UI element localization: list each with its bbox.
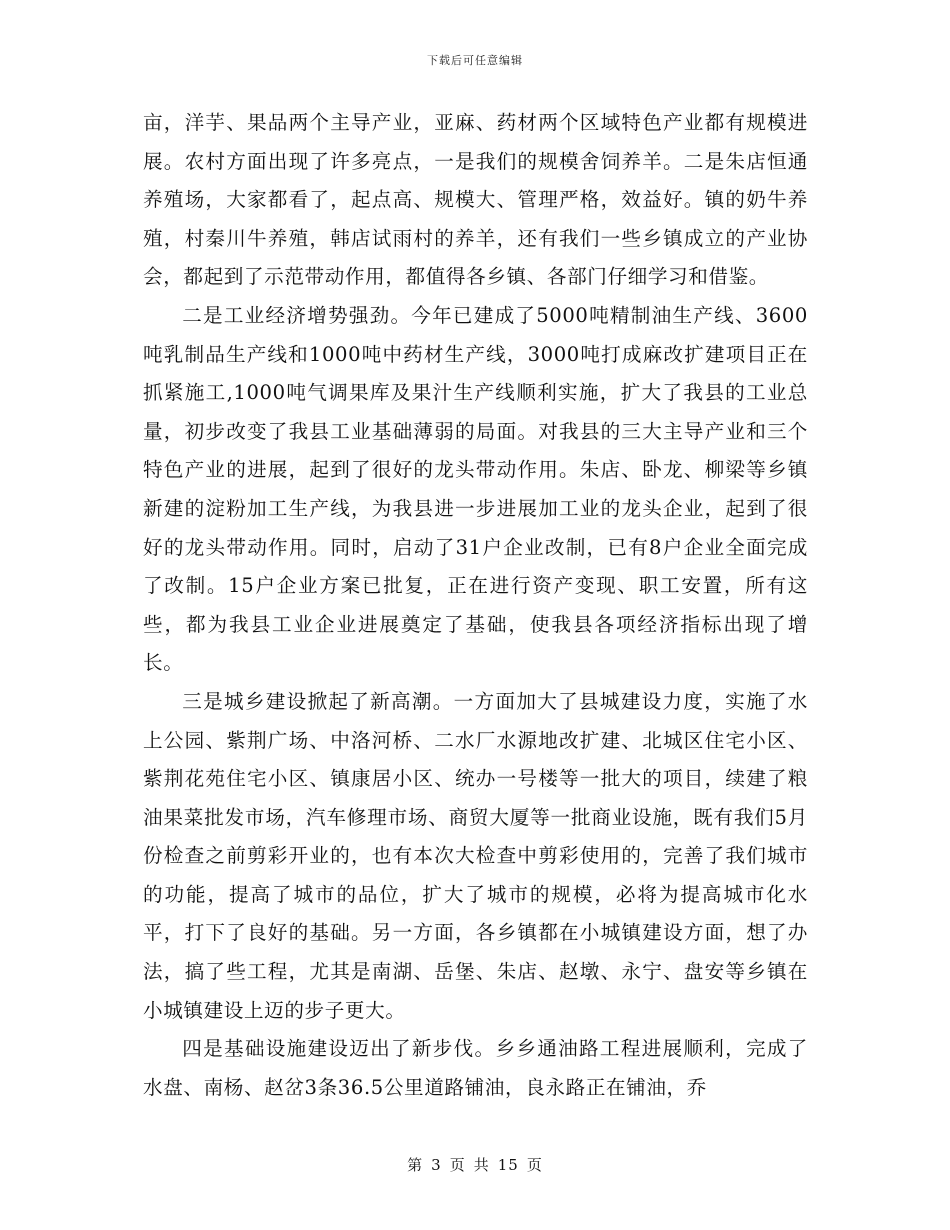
footer-suffix: 页 xyxy=(526,1156,543,1174)
document-body xyxy=(143,104,808,1107)
paragraph-4: 四是基础设施建设迈出了新步伐。乡乡通油路工程进展顺利，完成了水盘、南杨、赵岔3条36.5公里道路铺油，良永路正在铺油，乔 xyxy=(143,1037,808,1099)
paragraph-3: 三是城乡建设掀起了新高潮。一方面加大了县城建设力度，实施了水上公园、紫荆广场、中洛河桥、二水厂水源地改扩建、北城区住宅小区、紫荆花苑住宅小区、镇康居小区、统办一号楼等一批大的项目，续建了粮油果菜批发市场，汽车修理市场、商贸大厦等一批商业设施，既有我们5月份检查之前剪彩开业的，也有本次大检查中剪彩使用的，完善了我们城市的功能，提高了城市的品位，扩大了城市的规模，必将为提高城市化水平，打下了良好的基础。另一方面，各乡镇都在小城镇建设方面，想了办法，搞了些工程，尤其是南湖、岳堡、朱店、赵墩、永宁、盘安等乡镇在小城镇建设上迈的步子更大。 xyxy=(143,689,808,1022)
paragraph-1: 亩，洋芋、果品两个主导产业，亚麻、药材两个区域特色产业都有规模进展。农村方面出现了许多亮点，一是我们的规模舍饲养羊。二是朱店恒通养殖场，大家都看了，起点高、规模大、管理严格，效益好。镇的奶牛养殖，村秦川牛养殖，韩店试雨村的养羊，还有我们一些乡镇成立的产业协会，都起到了示范带动作用，都值得各乡镇、各部门仔细学习和借鉴。 xyxy=(143,111,808,289)
footer-total-label: 共 xyxy=(473,1156,490,1174)
paragraph-2: 二是工业经济增势强劲。今年已建成了5000吨精制油生产线、3600吨乳制品生产线和1000吨中药材生产线，3000吨打成麻改扩建项目正在抓紧施工,1000吨气调果库及果汁生产线顺利实施，扩大了我县的工业总量，初步改变了我县工业基础薄弱的局面。对我县的三大主导产业和三个特色产业的进展，起到了很好的龙头带动作用。朱店、卧龙、柳梁等乡镇新建的淀粉加工生产线，为我县进一步进展加工业的龙头企业，起到了很好的龙头带动作用。同时，启动了31户企业改制，已有8户企业全面完成了改制。15户企业方案已批复，正在进行资产变现、职工安置，所有这些，都为我县工业企业进展奠定了基础，使我县各项经济指标出现了增长。 xyxy=(143,303,808,675)
footer-page-label: 页 xyxy=(449,1156,466,1174)
footer-page-number: 3 xyxy=(431,1156,442,1174)
page-footer xyxy=(0,1154,950,1175)
footer-total-pages: 15 xyxy=(497,1156,519,1174)
page-header: 下载后可任意编辑 xyxy=(427,54,523,67)
footer-prefix: 第 xyxy=(407,1156,424,1174)
